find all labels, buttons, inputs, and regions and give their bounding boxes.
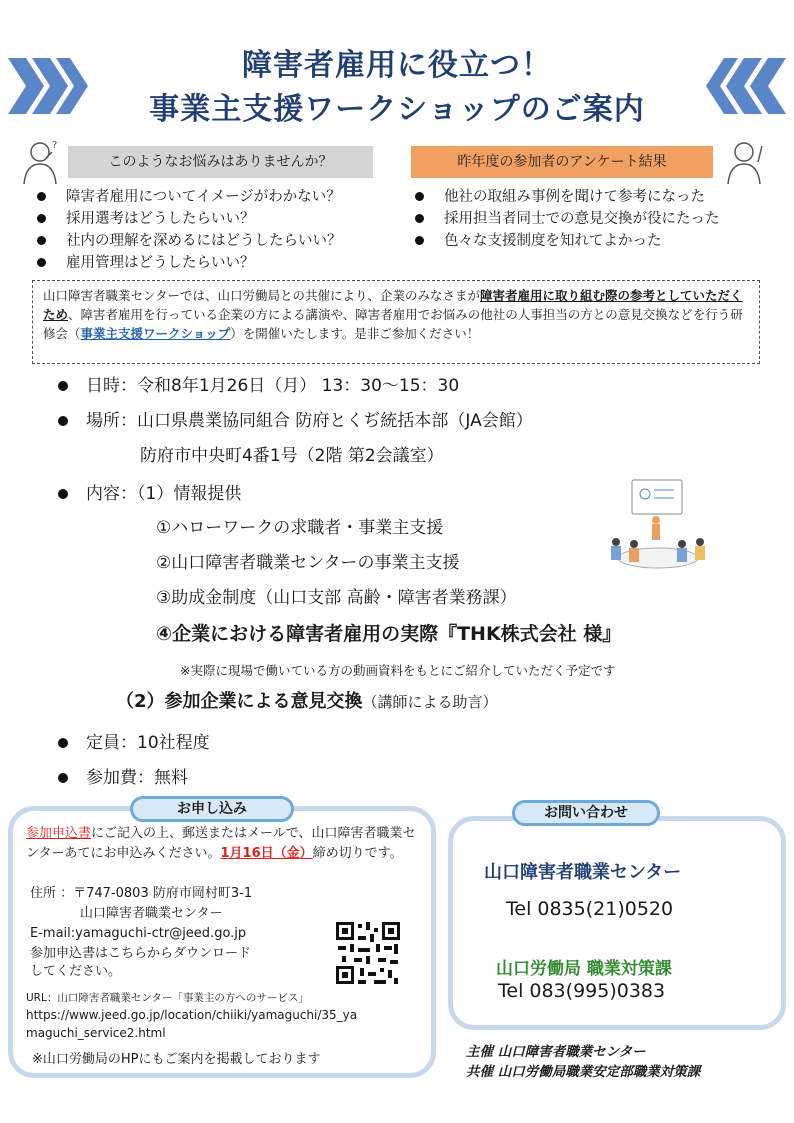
happy-person-illustration-icon (722, 138, 766, 184)
list-item: 色々な支援制度を知れてよかった (408, 230, 778, 252)
intro-text: 山口障害者職業センターでは、山口労働局との共催により、企業のみなさまが (43, 288, 481, 303)
list-item: 社内の理解を深めるにはどうしたらいい？ (30, 230, 400, 252)
survey-list (408, 186, 778, 252)
intro-emphasis: 障害者雇用に取り組む際の参考としていただくため (43, 288, 743, 322)
page-title-line1: 障害者雇用に役立つ！ (242, 48, 552, 83)
list-item: 採用担当者同士での意見交換が役にたった (408, 208, 778, 230)
content-item: ②山口障害者職業センターの事業主支援 (156, 553, 460, 573)
intro-text: ）を開催いたします。是非ご参加ください！ (230, 326, 480, 341)
svg-text:?: ? (52, 140, 58, 151)
concerns-list (30, 186, 400, 274)
bullet-icon (58, 738, 68, 748)
contact-org1: 山口障害者職業センター (484, 862, 682, 883)
hp-note: ※山口労働局のHPにもご案内を掲載しております (32, 1052, 321, 1067)
contact-tel1[interactable]: Tel 0835(21)0520 (506, 898, 674, 920)
contact-tab: お問い合わせ (512, 800, 660, 826)
url-line[interactable]: maguchi_service2.html (26, 1026, 166, 1040)
bullet-icon (58, 381, 68, 391)
event-fee: 参加費：無料 (86, 768, 188, 788)
survey-heading: 昨年度の参加者のアンケート結果 (411, 146, 713, 178)
event-date: 日時：令和8年1月26日（月） 13：30～15：30 (86, 376, 460, 396)
content-label: 内容：（1）情報提供 (86, 484, 242, 504)
event-place: 場所：山口県農業協同組合 防府とくぢ統括本部（JA会館） (86, 411, 533, 431)
deadline-date: 1月16日（金） (220, 846, 313, 861)
contact-tel2[interactable]: Tel 083(995)0383 (498, 980, 666, 1002)
apply-instructions: 参加申込書にご記入の上、郵送またはメールで、山口障害者職業センターあてにお申込みください。1月16日（金）締め切りです。 (26, 826, 416, 861)
worried-person-illustration-icon (18, 138, 62, 184)
sponsor: 主催 山口障害者職業センター (466, 1044, 646, 1060)
event-address: 防府市中央町4番1号（2階 第2会議室） (140, 446, 444, 466)
download-text: 参加申込書はこちらからダウンロード (30, 946, 252, 961)
contact-org2: 山口労働局 職業対策課 (496, 959, 672, 979)
meeting-illustration-icon (598, 478, 718, 574)
application-form-link[interactable]: 参加申込書 (26, 826, 92, 841)
content-item-featured: ④企業における障害者雇用の実際『THK株式会社 様』 (156, 623, 622, 645)
concerns-heading: このようなお悩みはありませんか？ (68, 146, 373, 178)
bullet-icon (58, 489, 68, 499)
url-label: URL：山口障害者職業センター「事業主の方へのサービス」 (26, 992, 309, 1004)
content-item: ③助成金制度（山口支部 高齢・障害者業務課） (156, 588, 517, 608)
bullet-icon (58, 773, 68, 783)
cosponsor: 共催 山口労働局職業安定部職業対策課 (466, 1064, 701, 1080)
download-text: してください。 (30, 964, 122, 979)
list-item: 雇用管理はどうしたらいい？ (30, 252, 400, 274)
list-item: 障害者雇用についてイメージがわかない？ (30, 186, 400, 208)
bullet-icon (58, 416, 68, 426)
apply-tab: お申し込み (130, 796, 294, 822)
workshop-link[interactable]: 事業主支援ワークショップ (80, 326, 231, 341)
apply-email[interactable]: E-mail:yamaguchi-ctr@jeed.go.jp (30, 926, 247, 941)
page-title-line2: 事業主支援ワークショップのご案内 (149, 92, 645, 127)
event-capacity: 定員：10社程度 (86, 733, 210, 753)
apply-address: 住所 ：〒747-0803 防府市岡村町3-1 (30, 886, 253, 901)
intro-box (32, 280, 760, 364)
content-item: ①ハローワークの求職者・事業主支援 (156, 518, 444, 538)
url-line[interactable]: https://www.jeed.go.jp/location/chiiki/yamaguchi/35_ya (26, 1008, 358, 1022)
intro-text: 、障害者雇用を行っている企業の方による講演や、障害者雇用でお悩みの他社の人事担当の方との意見交換などを行う研修会（ (43, 307, 743, 341)
list-item: 採用選考はどうしたらいい？ (30, 208, 400, 230)
content-note: ※実際に現場で働いている方の動画資料をもとにご紹介していただく予定です (180, 663, 616, 678)
apply-org-name: 山口障害者職業センター (80, 906, 223, 921)
qr-code-icon[interactable] (334, 920, 402, 986)
content-exchange: （2）参加企業による意見交換（講師による助言） (116, 691, 498, 712)
list-item: 他社の取組み事例を聞けて参考になった (408, 186, 778, 208)
